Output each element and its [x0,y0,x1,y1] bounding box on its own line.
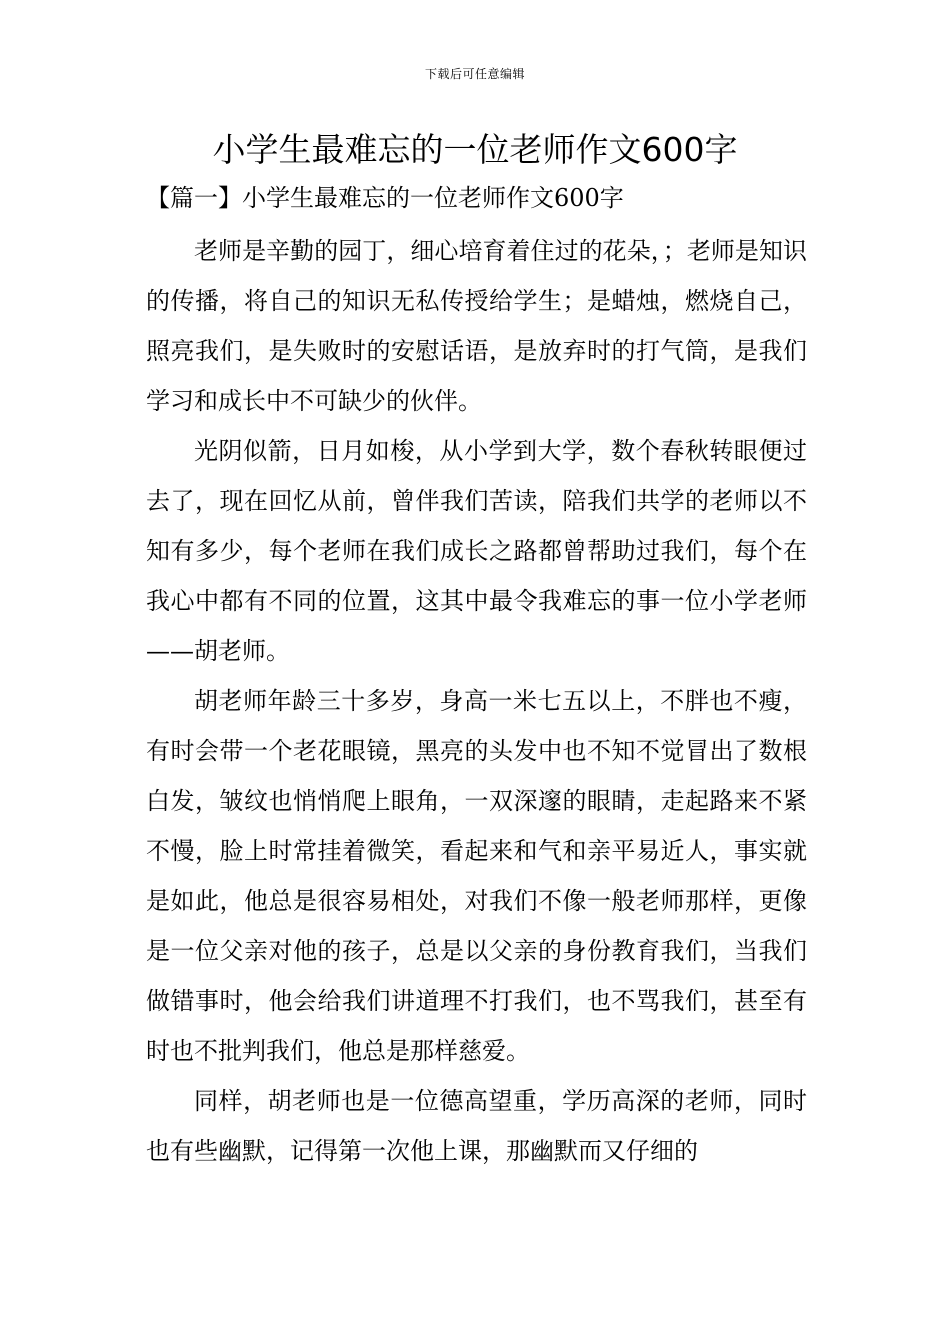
paragraph: 胡老师年龄三十多岁，身高一米七五以上，不胖也不瘦，有时会带一个老花眼镜，黑亮的头发中也不知不觉冒出了数根白发，皱纹也悄悄爬上眼角，一双深邃的眼睛，走起路来不紧不慢，脸上时常挂着微笑，看起来和气和亲平易近人，事实就是如此，他总是很容易相处，对我们不像一般老师那样，更像是一位父亲对他的孩子，总是以父亲的身份教育我们，当我们做错事时，他会给我们讲道理不打我们，也不骂我们，甚至有时也不批判我们，他总是那样慈爱。 [146,687,807,1065]
paragraph: 同样，胡老师也是一位德高望重，学历高深的老师，同时也有些幽默，记得第一次他上课，那幽默而又仔细的 [146,1087,807,1165]
article-body [146,226,807,1176]
paragraph: 老师是辛勤的园丁，细心培育着住过的花朵，；老师是知识的传播，将自己的知识无私传授给学生；是蜡烛，燃烧自己，照亮我们，是失败时的安慰话语，是放弃时的打气筒，是我们学习和成长中不可缺少的伙伴。 [146,237,807,415]
header-note: 下载后可任意编辑 [424,67,525,81]
section-heading: 【篇一】小学生最难忘的一位老师作文600字 [146,184,624,212]
page-title: 小学生最难忘的一位老师作文600字 [212,130,738,169]
paragraph: 光阴似箭，日月如梭，从小学到大学，数个春秋转眼便过去了，现在回忆从前，曾伴我们苦读，陪我们共学的老师以不知有多少，每个老师在我们成长之路都曾帮助过我们，每个在我心中都有不同的位置，这其中最令我难忘的事一位小学老师——胡老师。 [146,437,807,665]
